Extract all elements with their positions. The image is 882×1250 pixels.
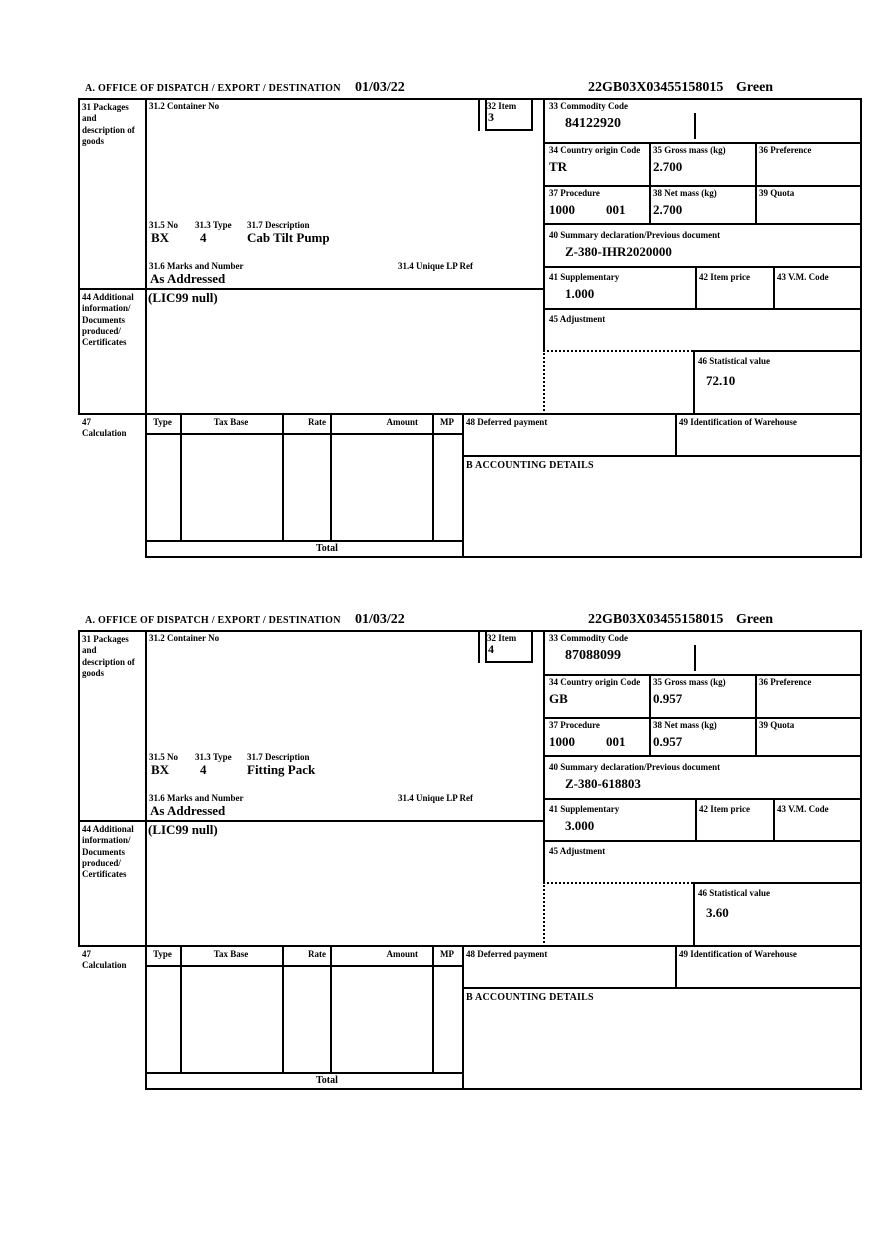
box40-summary-declaration-label: 40 Summary declaration/Previous document xyxy=(549,230,721,240)
divider-line xyxy=(462,987,862,989)
item-box-border xyxy=(485,129,533,131)
divider-line xyxy=(78,98,862,100)
box32-item-label: 32 Item xyxy=(487,101,517,111)
divider-line xyxy=(755,674,757,755)
net-mass-value: 0.957 xyxy=(653,734,683,749)
divider-line xyxy=(755,142,757,223)
box33-commodity-code-label: 33 Commodity Code xyxy=(549,101,628,111)
box49-warehouse-label: 49 Identification of Warehouse xyxy=(679,417,797,427)
calc-header-amount: Amount xyxy=(386,417,418,427)
divider-line xyxy=(462,455,862,457)
divider-line xyxy=(695,798,697,840)
item-box-border xyxy=(485,661,533,663)
procedure-value: 1000 xyxy=(549,202,575,217)
divider-line xyxy=(543,755,862,757)
box31-3-type-label: 31.3 Type xyxy=(195,752,232,762)
box37-procedure-label: 37 Procedure xyxy=(549,188,600,198)
divider-line xyxy=(78,413,862,415)
calc-header-mp: MP xyxy=(440,417,454,427)
box31-packages-label: 31 Packages and description of goods xyxy=(82,102,135,146)
sad-item-form-1 xyxy=(78,612,862,1094)
divider-line xyxy=(478,98,480,131)
dotted-divider-line xyxy=(543,882,545,947)
sad-item-form-0 xyxy=(78,80,862,562)
calc-header-tax-base: Tax Base xyxy=(213,417,249,427)
goods-description-value: Cab Tilt Pump xyxy=(247,230,330,245)
box31-5-no-label: 31.5 No xyxy=(149,752,178,762)
item-box-border xyxy=(531,98,533,131)
divider-line xyxy=(145,630,147,1090)
box44-additional-info-label: 44 Additional information/ Documents produced/ Certificates xyxy=(82,824,134,879)
box42-item-price-label: 42 Item price xyxy=(699,804,750,814)
commodity-code-separator-tick xyxy=(694,113,696,139)
box47-calculation-label: 47 Calculation xyxy=(82,417,127,439)
box40-summary-declaration-label: 40 Summary declaration/Previous document xyxy=(549,762,721,772)
routing-status: Green xyxy=(736,612,774,627)
box45-adjustment-label: 45 Adjustment xyxy=(549,314,606,324)
divider-line xyxy=(78,98,80,415)
calc-table-header-line xyxy=(145,433,462,435)
dotted-divider-line xyxy=(543,350,693,352)
box41-supplementary-label: 41 Supplementary xyxy=(549,804,620,814)
box35-gross-mass-label: 35 Gross mass (kg) xyxy=(653,145,726,155)
box48-deferred-payment-label: 48 Deferred payment xyxy=(466,949,548,959)
box31-4-unique-lp-ref-label: 31.4 Unique LP Ref xyxy=(398,261,474,271)
calc-table-bottom-line xyxy=(145,540,462,542)
divider-line xyxy=(693,882,862,884)
box32-item-label: 32 Item xyxy=(487,633,517,643)
calc-header-rate: Rate xyxy=(308,417,326,427)
divider-line xyxy=(543,185,862,187)
calc-header-type: Type xyxy=(153,949,172,959)
country-origin-value: GB xyxy=(549,691,568,706)
calc-total-label: Total xyxy=(316,543,338,554)
box47-calculation-label: 47 Calculation xyxy=(82,949,127,971)
box48-deferred-payment-label: 48 Deferred payment xyxy=(466,417,548,427)
divider-line xyxy=(543,308,862,310)
divider-line xyxy=(695,266,697,308)
box43-vm-code-label: 43 V.M. Code xyxy=(777,804,829,814)
package-type-value: 4 xyxy=(200,230,207,245)
box31-6-marks-label: 31.6 Marks and Number xyxy=(149,793,244,803)
item-box-border xyxy=(531,630,533,663)
divider-line xyxy=(860,98,862,558)
divider-line xyxy=(543,266,862,268)
item-number-value: 3 xyxy=(488,110,494,124)
divider-line xyxy=(860,630,862,1090)
commodity-code-separator-tick xyxy=(694,645,696,671)
summary-declaration-value: Z-380-IHR2020000 xyxy=(565,244,672,259)
calc-header-rate: Rate xyxy=(308,949,326,959)
dotted-divider-line xyxy=(543,882,693,884)
divider-line xyxy=(543,840,862,842)
divider-line xyxy=(773,266,775,308)
divider-line xyxy=(543,798,862,800)
office-of-dispatch-label: A. OFFICE OF DISPATCH / EXPORT / DESTINATION xyxy=(85,83,341,94)
routing-status: Green xyxy=(736,80,774,95)
calc-table-header-line xyxy=(145,965,462,967)
box36-preference-label: 36 Preference xyxy=(759,145,812,155)
calc-total-label: Total xyxy=(316,1075,338,1086)
box35-gross-mass-label: 35 Gross mass (kg) xyxy=(653,677,726,687)
divider-line xyxy=(543,674,862,676)
divider-line xyxy=(675,413,677,455)
commodity-code-value: 84122920 xyxy=(565,116,621,131)
office-of-dispatch-label: A. OFFICE OF DISPATCH / EXPORT / DESTINATION xyxy=(85,615,341,626)
gross-mass-value: 0.957 xyxy=(653,691,683,706)
item-number-value: 4 xyxy=(488,642,494,656)
divider-line xyxy=(543,98,545,352)
divider-line xyxy=(478,630,480,663)
box39-quota-label: 39 Quota xyxy=(759,720,795,730)
accounting-details-label: B ACCOUNTING DETAILS xyxy=(466,460,594,471)
declaration-date: 01/03/22 xyxy=(355,612,405,627)
box38-net-mass-label: 38 Net mass (kg) xyxy=(653,188,717,198)
box31-2-container-no-label: 31.2 Container No xyxy=(149,633,220,643)
box33-commodity-code-label: 33 Commodity Code xyxy=(549,633,628,643)
marks-and-number-value: As Addressed xyxy=(150,803,226,818)
supplementary-value: 3.000 xyxy=(565,818,595,833)
supplementary-value: 1.000 xyxy=(565,286,595,301)
declaration-reference: 22GB03X03455158015 xyxy=(588,612,724,627)
country-origin-value: TR xyxy=(549,159,568,174)
divider-line xyxy=(675,945,677,987)
summary-declaration-value: Z-380-618803 xyxy=(565,776,641,791)
commodity-code-value: 87088099 xyxy=(565,648,621,663)
declaration-date: 01/03/22 xyxy=(355,80,405,95)
divider-line xyxy=(145,1088,862,1090)
box31-4-unique-lp-ref-label: 31.4 Unique LP Ref xyxy=(398,793,474,803)
calc-header-mp: MP xyxy=(440,949,454,959)
divider-line xyxy=(543,717,862,719)
goods-description-value: Fitting Pack xyxy=(247,762,316,777)
divider-line xyxy=(773,798,775,840)
divider-line xyxy=(693,350,695,415)
additional-information-value: (LIC99 null) xyxy=(148,290,218,305)
box46-statistical-value-label: 46 Statistical value xyxy=(698,356,770,366)
box31-5-no-label: 31.5 No xyxy=(149,220,178,230)
gross-mass-value: 2.700 xyxy=(653,159,683,174)
calc-header-type: Type xyxy=(153,417,172,427)
box31-7-description-label: 31.7 Description xyxy=(247,752,310,762)
package-no-value: BX xyxy=(151,762,170,777)
procedure-value: 1000 xyxy=(549,734,575,749)
statistical-value: 72.10 xyxy=(706,373,736,388)
box46-statistical-value-label: 46 Statistical value xyxy=(698,888,770,898)
calc-header-tax-base: Tax Base xyxy=(213,949,249,959)
divider-line xyxy=(543,142,862,144)
box31-3-type-label: 31.3 Type xyxy=(195,220,232,230)
package-type-value: 4 xyxy=(200,762,207,777)
divider-line xyxy=(543,223,862,225)
box44-additional-info-label: 44 Additional information/ Documents produced/ Certificates xyxy=(82,292,134,347)
statistical-value: 3.60 xyxy=(706,905,729,920)
divider-line xyxy=(543,630,545,884)
box34-country-origin-label: 34 Country origin Code xyxy=(549,677,641,687)
divider-line xyxy=(693,350,862,352)
box45-adjustment-label: 45 Adjustment xyxy=(549,846,606,856)
box41-supplementary-label: 41 Supplementary xyxy=(549,272,620,282)
additional-information-value: (LIC99 null) xyxy=(148,822,218,837)
box36-preference-label: 36 Preference xyxy=(759,677,812,687)
divider-line xyxy=(145,98,147,558)
divider-line xyxy=(145,556,862,558)
divider-line xyxy=(649,142,651,223)
box38-net-mass-label: 38 Net mass (kg) xyxy=(653,720,717,730)
divider-line xyxy=(693,882,695,947)
calc-table-bottom-line xyxy=(145,1072,462,1074)
net-mass-value: 2.700 xyxy=(653,202,683,217)
box31-packages-label: 31 Packages and description of goods xyxy=(82,634,135,678)
box31-2-container-no-label: 31.2 Container No xyxy=(149,101,220,111)
divider-line xyxy=(78,630,80,947)
box43-vm-code-label: 43 V.M. Code xyxy=(777,272,829,282)
accounting-details-label: B ACCOUNTING DETAILS xyxy=(466,992,594,1003)
divider-line xyxy=(649,674,651,755)
calc-table-column-line xyxy=(462,413,464,556)
marks-and-number-value: As Addressed xyxy=(150,271,226,286)
box49-warehouse-label: 49 Identification of Warehouse xyxy=(679,949,797,959)
declaration-reference: 22GB03X03455158015 xyxy=(588,80,724,95)
package-no-value: BX xyxy=(151,230,170,245)
box31-6-marks-label: 31.6 Marks and Number xyxy=(149,261,244,271)
divider-line xyxy=(78,630,862,632)
divider-line xyxy=(78,945,862,947)
box37-procedure-label: 37 Procedure xyxy=(549,720,600,730)
box42-item-price-label: 42 Item price xyxy=(699,272,750,282)
procedure-extra-value: 001 xyxy=(606,734,626,749)
procedure-extra-value: 001 xyxy=(606,202,626,217)
dotted-divider-line xyxy=(543,350,545,415)
box34-country-origin-label: 34 Country origin Code xyxy=(549,145,641,155)
calc-header-amount: Amount xyxy=(386,949,418,959)
box39-quota-label: 39 Quota xyxy=(759,188,795,198)
calc-table-column-line xyxy=(462,945,464,1088)
box31-7-description-label: 31.7 Description xyxy=(247,220,310,230)
